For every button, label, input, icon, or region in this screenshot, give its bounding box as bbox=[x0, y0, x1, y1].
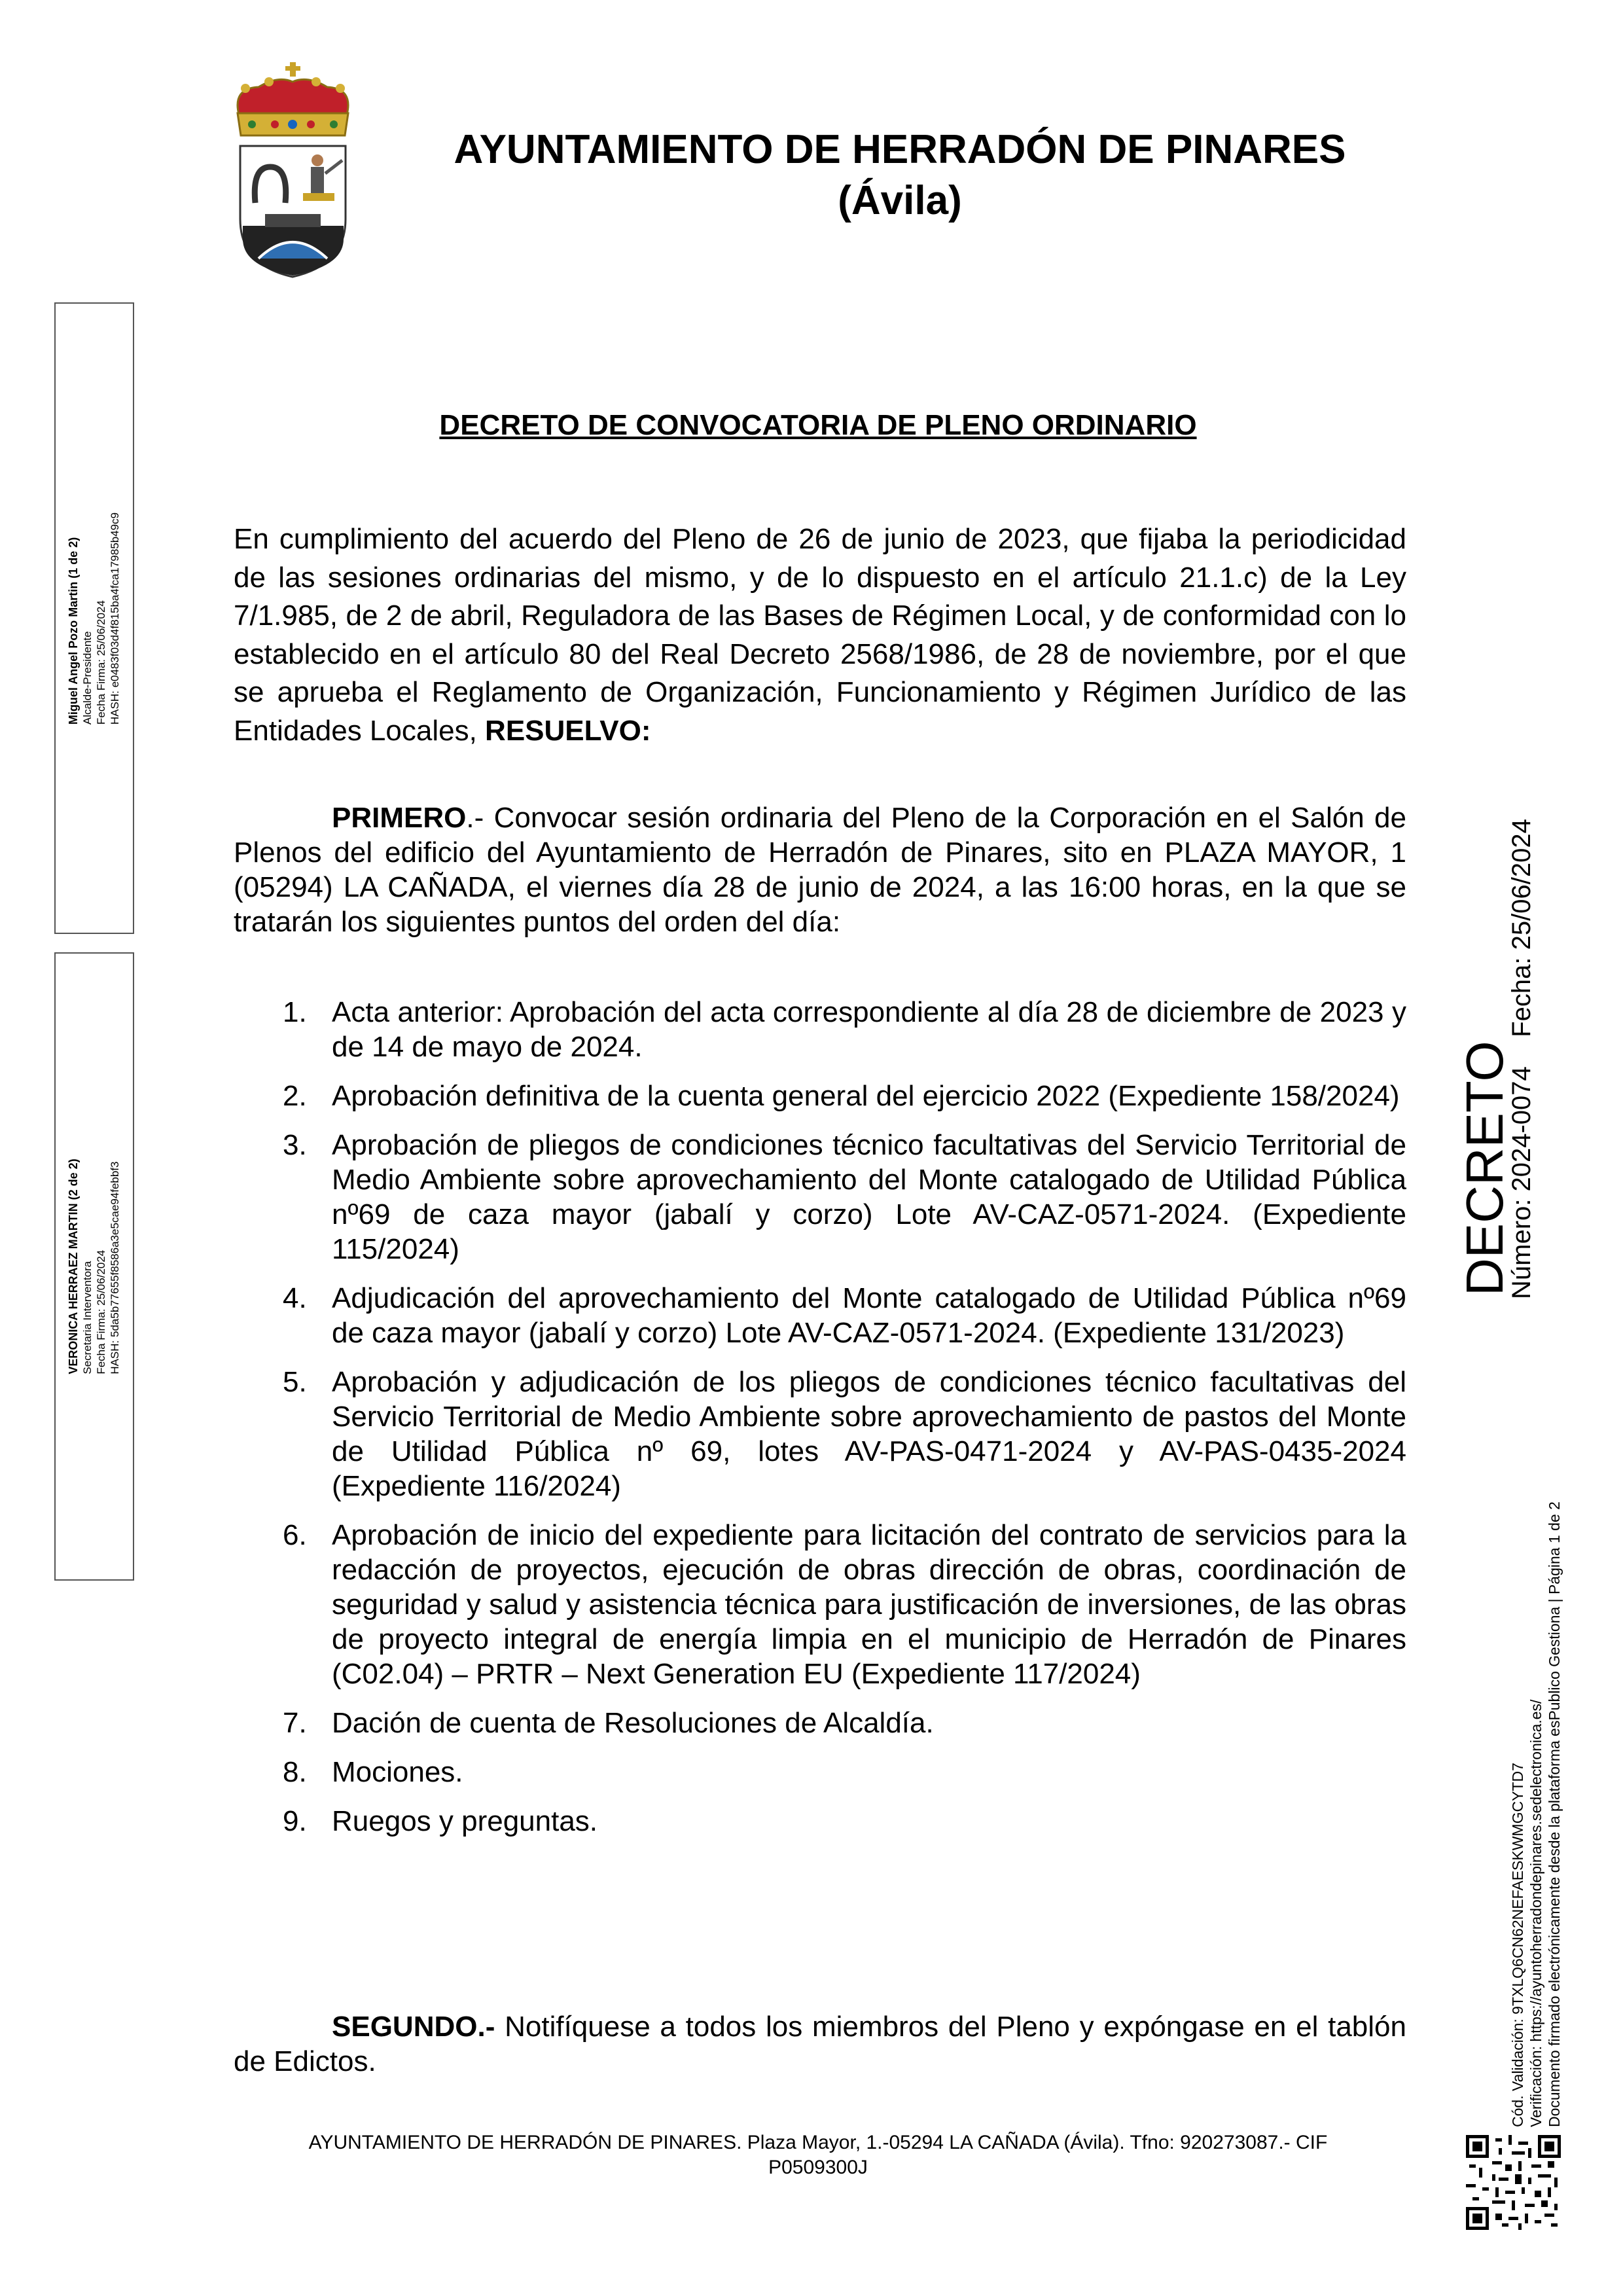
agenda-item bbox=[234, 1128, 1406, 1266]
footer-cif: P0509300J bbox=[768, 2157, 868, 2178]
decree-stamp-info bbox=[1507, 819, 1537, 1299]
validation-code: Cód. Validación: 9TXLQ6CN62NEFAESKWMGCYTD7 bbox=[1509, 1763, 1526, 2127]
intro-text: En cumplimiento del acuerdo del Pleno de 26 de junio de 2023, que fijaba la periodicidad de las sesiones ordinarias del mismo, y de lo dispuesto en el artículo 21.1.c) de la Ley 7/1.985, de 2 de abril, Reguladora de las Bases de Régimen Local, y de conformidad con lo establecido en el artículo 80 del Real Decreto 2568/1986, de 28 de noviembre, por el que se aprueba el Reglamento de Organización, Funcionamiento y Régimen Jurídico de las Entidades Locales, bbox=[234, 523, 1406, 747]
agenda-item-number: 9. bbox=[283, 1805, 307, 1837]
agenda-item-text: Acta anterior: Aprobación del acta correspondiente al día 28 de diciembre de 2023 y de 14 de mayo de 2024. bbox=[332, 996, 1406, 1063]
primero-label: PRIMERO bbox=[332, 802, 467, 834]
signer-name: Miguel Angel Pozo Martin (1 de 2) bbox=[67, 537, 80, 725]
qr-code[interactable] bbox=[1466, 2135, 1561, 2230]
agenda-item-number: 7. bbox=[283, 1707, 307, 1739]
verification-url[interactable]: Verificación: https://ayuntoherradondepinares.sedelectronica.es/ bbox=[1527, 1699, 1544, 2127]
resolve-label: RESUELVO: bbox=[485, 714, 651, 747]
agenda-item-text: Adjudicación del aprovechamiento del Monte catalogado de Utilidad Pública nº69 de caza mayor (jabalí y corzo) Lote AV-CAZ-0571-2024. (Expediente 131/2023) bbox=[332, 1282, 1406, 1349]
agenda-item-number: 3. bbox=[283, 1129, 307, 1161]
agenda-item-text: Dación de cuenta de Resoluciones de Alcaldía. bbox=[332, 1707, 934, 1739]
segundo-text: Notifíquese a todos los miembros del Pleno y expóngase en el tablón de Edictos. bbox=[234, 2011, 1406, 2077]
agenda-item-text: Aprobación de inicio del expediente para licitación del contrato de servicios para la redacción de proyectos, ejecución de obras dirección de obras, coordinación de seguridad y salud y asistencia técnica para justificación de inversiones, de las obras de proyecto integral de energía limpia en el municipio de Herradón de Pinares (C02.04) – PRTR – Next Generation EU (Expediente 117/2024) bbox=[332, 1519, 1406, 1690]
signature-date: Fecha Firma: 25/06/2024 bbox=[95, 600, 107, 725]
agenda-item bbox=[234, 1281, 1406, 1350]
coat-of-arms-logo bbox=[226, 62, 360, 278]
signer-role: Secretaria Interventora bbox=[81, 1261, 94, 1374]
agenda-item-number: 1. bbox=[283, 996, 307, 1028]
document-title: DECRETO DE CONVOCATORIA DE PLENO ORDINARIO bbox=[439, 409, 1197, 441]
agenda-item bbox=[234, 1518, 1406, 1691]
primero-text: .- Convocar sesión ordinaria del Pleno de la Corporación en el Salón de Plenos del edificio del Ayuntamiento de Herradón de Pinares, sito en PLAZA MAYOR, 1 (05294) LA CAÑADA, el viernes día 28 de junio de 2024, a las 16:00 horas, en la que se tratarán los siguientes puntos del orden del día: bbox=[234, 802, 1406, 938]
signature-date: Fecha Firma: 25/06/2024 bbox=[95, 1249, 107, 1374]
organization-name-line2: (Ávila) bbox=[838, 178, 962, 223]
verification-block bbox=[1508, 1501, 1563, 2127]
agenda-item bbox=[234, 1706, 1406, 1740]
agenda-item-number: 2. bbox=[283, 1080, 307, 1112]
agenda-item-number: 6. bbox=[283, 1519, 307, 1551]
signer-role: Alcalde-Presidente bbox=[81, 630, 94, 725]
organization-name bbox=[366, 124, 1433, 226]
intro-paragraph bbox=[234, 520, 1406, 750]
agenda-item-text: Aprobación de pliegos de condiciones técnico facultativas del Servicio Territorial de Medio Ambiente sobre aprovechamiento del Monte catalogado de Utilidad Pública nº69 de caza mayor (jabalí y corzo) Lote AV-CAZ-0571-2024. (Expediente 115/2024) bbox=[332, 1129, 1406, 1265]
page-footer bbox=[232, 2130, 1404, 2180]
decree-stamp-type: DECRETO bbox=[1455, 1041, 1514, 1296]
agenda-item bbox=[234, 1804, 1406, 1839]
agenda-item-text: Ruegos y preguntas. bbox=[332, 1805, 598, 1837]
signature-box-1 bbox=[54, 302, 134, 934]
agenda-item-text: Mociones. bbox=[332, 1756, 463, 1788]
agenda-item-text: Aprobación definitiva de la cuenta general del ejercicio 2022 (Expediente 158/2024) bbox=[332, 1080, 1400, 1112]
agenda-item bbox=[234, 1365, 1406, 1503]
agenda-item-number: 4. bbox=[283, 1282, 307, 1314]
signature-box-2 bbox=[54, 952, 134, 1581]
agenda-item-text: Aprobación y adjudicación de los pliegos de condiciones técnico facultativas del Servicio Territorial de Medio Ambiente sobre aprovechamiento de pastos del Monte de Utilidad Pública nº 69, lotes AV-PAS-0471-2024 y AV-PAS-0435-2024 (Expediente 116/2024) bbox=[332, 1366, 1406, 1502]
signer-name: VERONICA HERRAEZ MARTIN (2 de 2) bbox=[67, 1158, 80, 1374]
footer-address: AYUNTAMIENTO DE HERRADÓN DE PINARES. Plaza Mayor, 1.-05294 LA CAÑADA (Ávila). Tfno: 920273087.- CIF bbox=[308, 2132, 1328, 2153]
agenda-item bbox=[234, 1079, 1406, 1113]
decree-date: Fecha: 25/06/2024 bbox=[1507, 819, 1536, 1037]
decree-number: Número: 2024-0074 bbox=[1507, 1066, 1536, 1299]
agenda-list bbox=[234, 995, 1406, 1853]
segundo-label: SEGUNDO.- bbox=[332, 2011, 495, 2043]
signature-hash: HASH: e0483f03d4f815ba4fca17985b49c9 bbox=[109, 512, 121, 725]
signature-hash: HASH: 5da5b77655f8586a3e5cae94febbf3 bbox=[109, 1161, 121, 1374]
agenda-item bbox=[234, 995, 1406, 1064]
agenda-item bbox=[234, 1755, 1406, 1789]
agenda-item-number: 5. bbox=[283, 1366, 307, 1398]
primero-paragraph bbox=[234, 800, 1406, 939]
segundo-paragraph bbox=[234, 2009, 1406, 2079]
organization-name-line1: AYUNTAMIENTO DE HERRADÓN DE PINARES bbox=[454, 127, 1346, 172]
platform-note: Documento firmado electrónicamente desde la plataforma esPublico Gestiona | Página 1 de 2 bbox=[1546, 1501, 1563, 2127]
agenda-item-number: 8. bbox=[283, 1756, 307, 1788]
